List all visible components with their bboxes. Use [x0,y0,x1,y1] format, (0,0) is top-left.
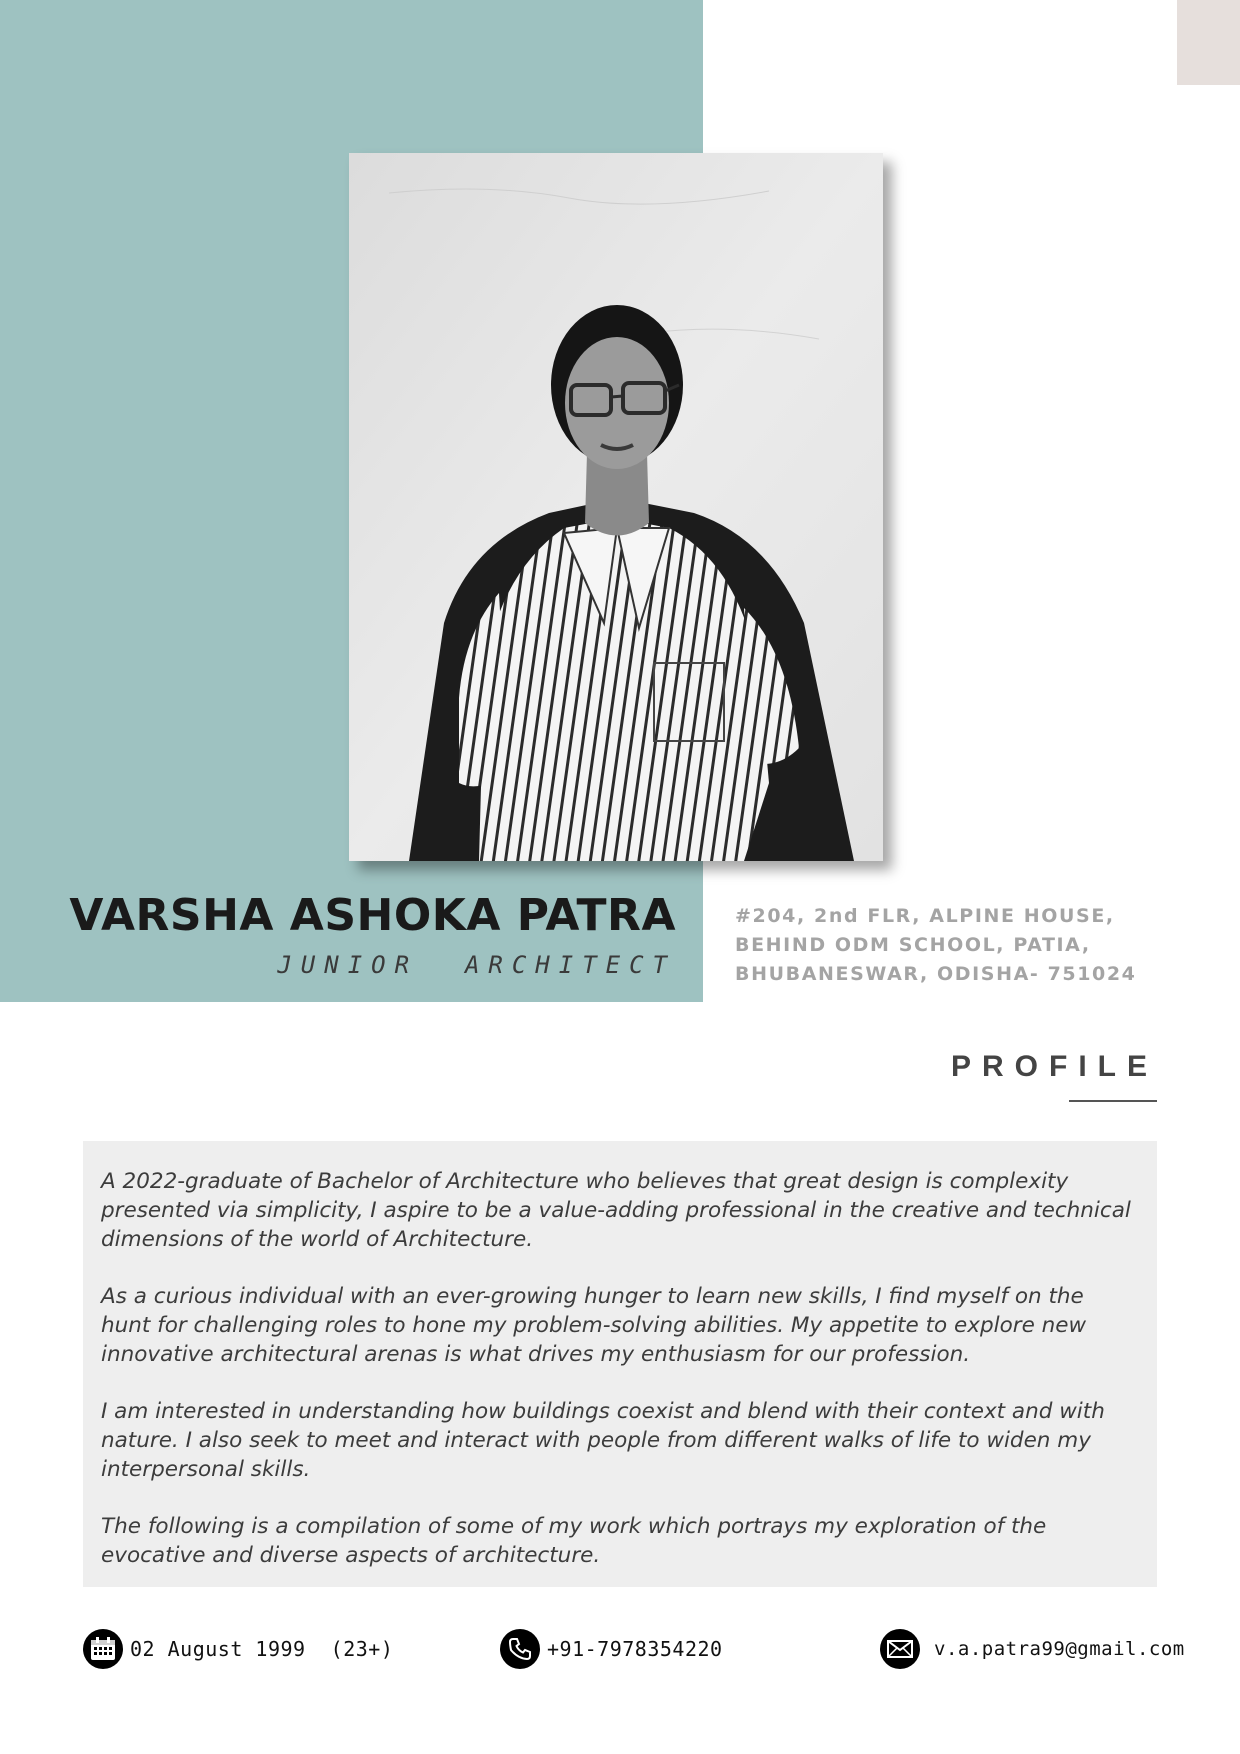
corner-accent-block [1177,0,1240,85]
envelope-icon [880,1629,920,1669]
address-line: BHUBANESWAR, ODISHA- 751024 [735,963,1137,985]
phone-number-text[interactable]: +91-7978354220 [547,1637,723,1661]
address-line: #204, 2nd FLR, ALPINE HOUSE, [735,905,1115,927]
profile-heading-underline [1069,1100,1157,1102]
phone-icon [500,1629,540,1669]
profile-paragraph: As a curious individual with an ever-growing hunger to learn new skills, I find myself on the hunt for challenging roles to hone my problem-solving abilities. My appetite to explore new innovative architectural arenas is what drives my enthusiasm for our profession. [101,1284,1087,1367]
calendar-icon [83,1629,123,1669]
profile-paragraph: I am interested in understanding how buildings coexist and blend with their context and with nature. I also seek to meet and interact with people from different walks of life to widen my interpersonal skills. [101,1399,1105,1482]
email-address-text[interactable]: v.a.patra99@gmail.com [934,1638,1185,1660]
contact-email [880,1629,1185,1669]
profile-summary-box [83,1141,1157,1587]
contact-phone [500,1629,723,1669]
profile-heading: PROFILE [950,1050,1158,1083]
profile-paragraph: A 2022-graduate of Bachelor of Architecture who believes that great design is complexity presented via simplicity, I aspire to be a value-adding professional in the creative and technical dimensions of the world of Architecture. [101,1169,1131,1252]
address-line: BEHIND ODM SCHOOL, PATIA, [735,934,1091,956]
candidate-role: JUNIOR ARCHITECT [277,951,676,979]
candidate-name: VARSHA ASHOKA PATRA [69,890,676,941]
contact-date-of-birth [83,1629,393,1669]
profile-paragraph: The following is a compilation of some of my work which portrays my exploration of the evocative and diverse aspects of architecture. [101,1514,1047,1568]
date-of-birth-text: 02 August 1999 (23+) [130,1637,394,1661]
address-block [735,902,1137,989]
portrait-photo [349,153,883,861]
